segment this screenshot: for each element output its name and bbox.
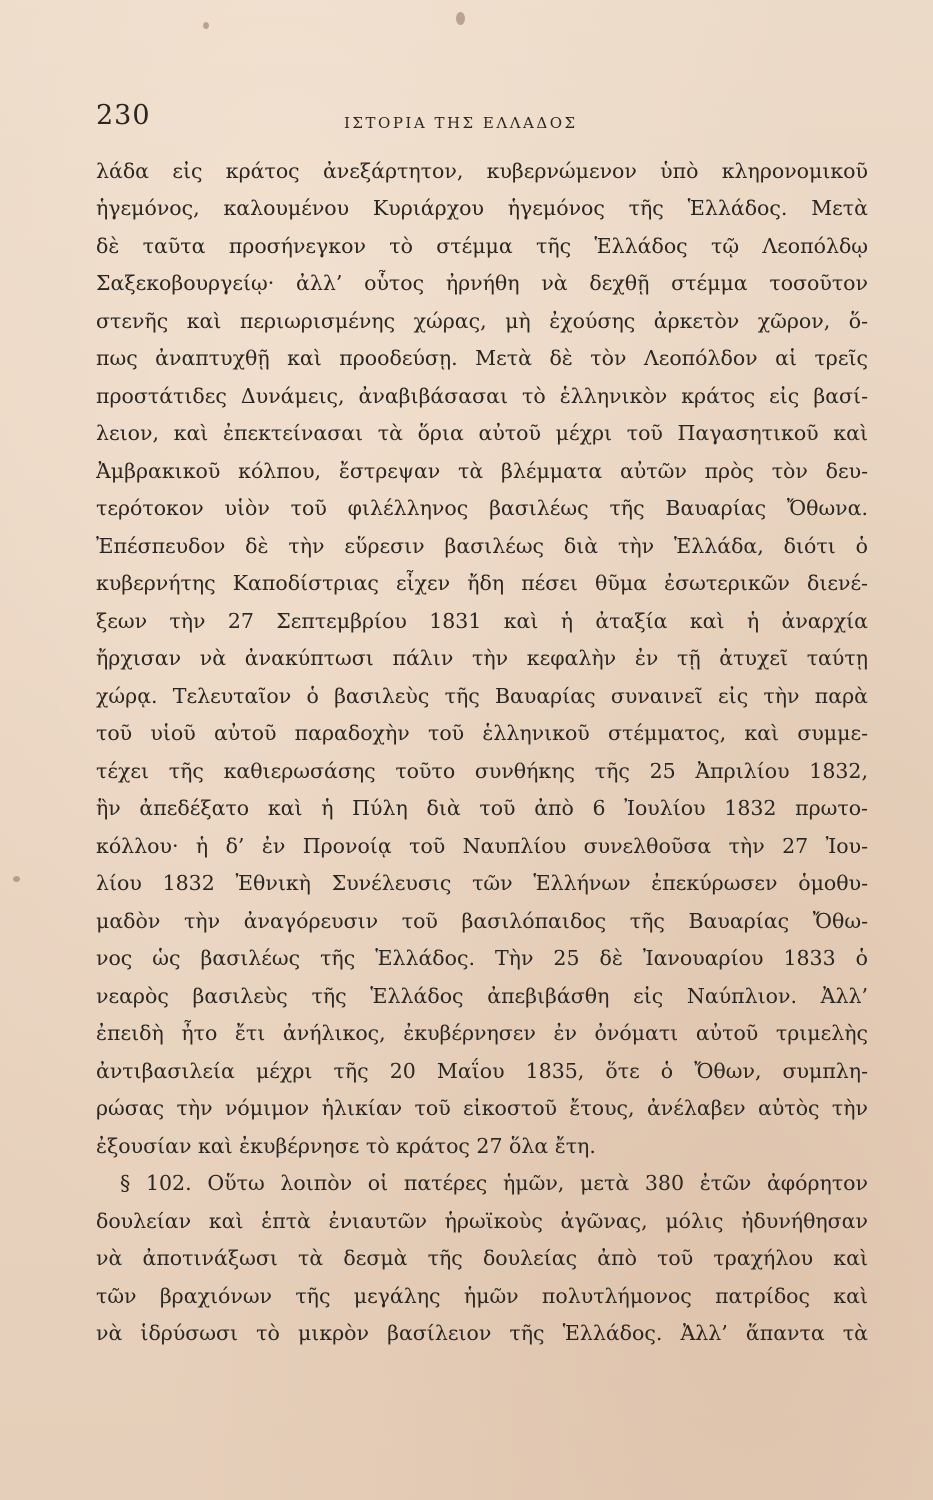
text-line: Ἀμβρακικοῦ κόλπου, ἔστρεψαν τὰ βλέμματα αὐτῶν πρὸς τὸν δευ-	[96, 459, 868, 483]
text-line: τοῦ υἱοῦ αὐτοῦ παραδοχὴν τοῦ ἑλληνικοῦ στέμματος, καὶ συμμε-	[96, 721, 868, 745]
text-line: νὰ ἱδρύσωσι τὸ μικρὸν βασίλειον τῆς Ἑλλάδος. Ἀλλ’ ἅπαντα τὰ	[96, 1321, 868, 1345]
ink-stain	[203, 22, 209, 29]
page-header	[96, 100, 868, 140]
text-line: τερότοκον υἱὸν τοῦ φιλέλληνος βασιλέως τῆς Βαυαρίας Ὄθωνα.	[96, 496, 868, 520]
text-line: δουλείαν καὶ ἑπτὰ ἐνιαυτῶν ἡρωϊκοὺς ἀγῶνας, μόλις ἠδυνήθησαν	[96, 1209, 868, 1233]
text-line: ἐπειδὴ ἦτο ἔτι ἀνήλικος, ἐκυβέρνησεν ἐν ὀνόματι αὐτοῦ τριμελὴς	[96, 1021, 868, 1045]
text-line: χώρᾳ. Τελευταῖον ὁ βασιλεὺς τῆς Βαυαρίας συναινεῖ εἰς τὴν παρὰ	[96, 684, 868, 708]
running-title: ΙΣΤΟΡΙΑ ΤΗΣ ΕΛΛΑΔΟΣ	[344, 114, 578, 132]
text-line: λίου 1832 Ἐθνικὴ Συνέλευσις τῶν Ἑλλήνων ἐπεκύρωσεν ὁμοθυ-	[96, 871, 868, 895]
text-line: ξεων τὴν 27 Σεπτεμβρίου 1831 καὶ ἡ ἀταξία καὶ ἡ ἀναρχία	[96, 609, 868, 633]
text-line: μαδὸν τὴν ἀναγόρευσιν τοῦ βασιλόπαιδος τῆς Βαυαρίας Ὄθω-	[96, 909, 868, 933]
text-line: νὰ ἀποτινάξωσι τὰ δεσμὰ τῆς δουλείας ἀπὸ τοῦ τραχήλου καὶ	[96, 1246, 868, 1270]
text-line: προστάτιδες Δυνάμεις, ἀναβιβάσασαι τὸ ἑλληνικὸν κράτος εἰς βασί-	[96, 384, 868, 408]
text-line: ἣν ἀπεδέξατο καὶ ἡ Πύλη διὰ τοῦ ἀπὸ 6 Ἰουλίου 1832 πρωτο-	[96, 796, 868, 820]
text-line: Ἐπέσπευδον δὲ τὴν εὕρεσιν βασιλέως διὰ τὴν Ἑλλάδα, διότι ὁ	[96, 534, 868, 558]
text-line: ἤρχισαν νὰ ἀνακύπτωσι πάλιν τὴν κεφαλὴν ἐν τῇ ἀτυχεῖ ταύτῃ	[96, 646, 868, 670]
text-line: νεαρὸς βασιλεὺς τῆς Ἑλλάδος ἀπεβιβάσθη εἰς Ναύπλιον. Ἀλλ’	[96, 984, 868, 1008]
text-line: § 102. Οὕτω λοιπὸν οἱ πατέρες ἡμῶν, μετὰ 380 ἐτῶν ἀφόρητον	[120, 1171, 868, 1195]
text-line: πως ἀναπτυχθῇ καὶ προοδεύσῃ. Μετὰ δὲ τὸν Λεοπόλδον αἱ τρεῖς	[96, 346, 868, 370]
text-line: ἀντιβασιλεία μέχρι τῆς 20 Μαΐου 1835, ὅτε ὁ Ὄθων, συμπλη-	[96, 1059, 868, 1083]
ink-stain	[13, 876, 20, 882]
text-line: τέχει τῆς καθιερωσάσης τοῦτο συνθήκης τῆς 25 Ἀπριλίου 1832,	[96, 759, 868, 783]
text-line: ρώσας τὴν νόμιμον ἡλικίαν τοῦ εἰκοστοῦ ἔτους, ἀνέλαβεν αὐτὸς τὴν	[96, 1096, 868, 1120]
page-number: 230	[96, 100, 151, 131]
text-line: στενῆς καὶ περιωρισμένης χώρας, μὴ ἐχούσης ἀρκετὸν χῶρον, ὅ-	[96, 309, 868, 333]
text-line: λειον, καὶ ἐπεκτείνασαι τὰ ὅρια αὐτοῦ μέχρι τοῦ Παγασητικοῦ καὶ	[96, 421, 868, 445]
ink-stain	[456, 12, 465, 25]
text-line: ἐξουσίαν καὶ ἐκυβέρνησε τὸ κράτος 27 ὅλα ἔτη.	[96, 1134, 596, 1158]
text-line: νος ὡς βασιλέως τῆς Ἑλλάδος. Τὴν 25 δὲ Ἰανουαρίου 1833 ὁ	[96, 946, 868, 970]
text-line: κόλλου· ἡ δ’ ἐν Προνοίᾳ τοῦ Ναυπλίου συνελθοῦσα τὴν 27 Ἰου-	[96, 834, 868, 858]
text-line: Σαξεκοβουργείῳ· ἀλλ’ οὗτος ἠρνήθη νὰ δεχθῇ στέμμα τοσοῦτον	[96, 271, 868, 295]
text-line: τῶν βραχιόνων τῆς μεγάλης ἡμῶν πολυτλήμονος πατρίδος καὶ	[96, 1284, 868, 1308]
text-line: κυβερνήτης Καποδίστριας εἶχεν ἤδη πέσει θῦμα ἐσωτερικῶν διενέ-	[96, 571, 868, 595]
text-line: ἡγεμόνος, καλουμένου Κυριάρχου ἡγεμόνος τῆς Ἑλλάδος. Μετὰ	[96, 196, 868, 220]
text-line: δὲ ταῦτα προσήνεγκον τὸ στέμμα τῆς Ἑλλάδος τῷ Λεοπόλδῳ	[96, 234, 868, 258]
text-line: λάδα εἰς κράτος ἀνεξάρτητον, κυβερνώμενον ὑπὸ κληρονομικοῦ	[96, 159, 868, 183]
